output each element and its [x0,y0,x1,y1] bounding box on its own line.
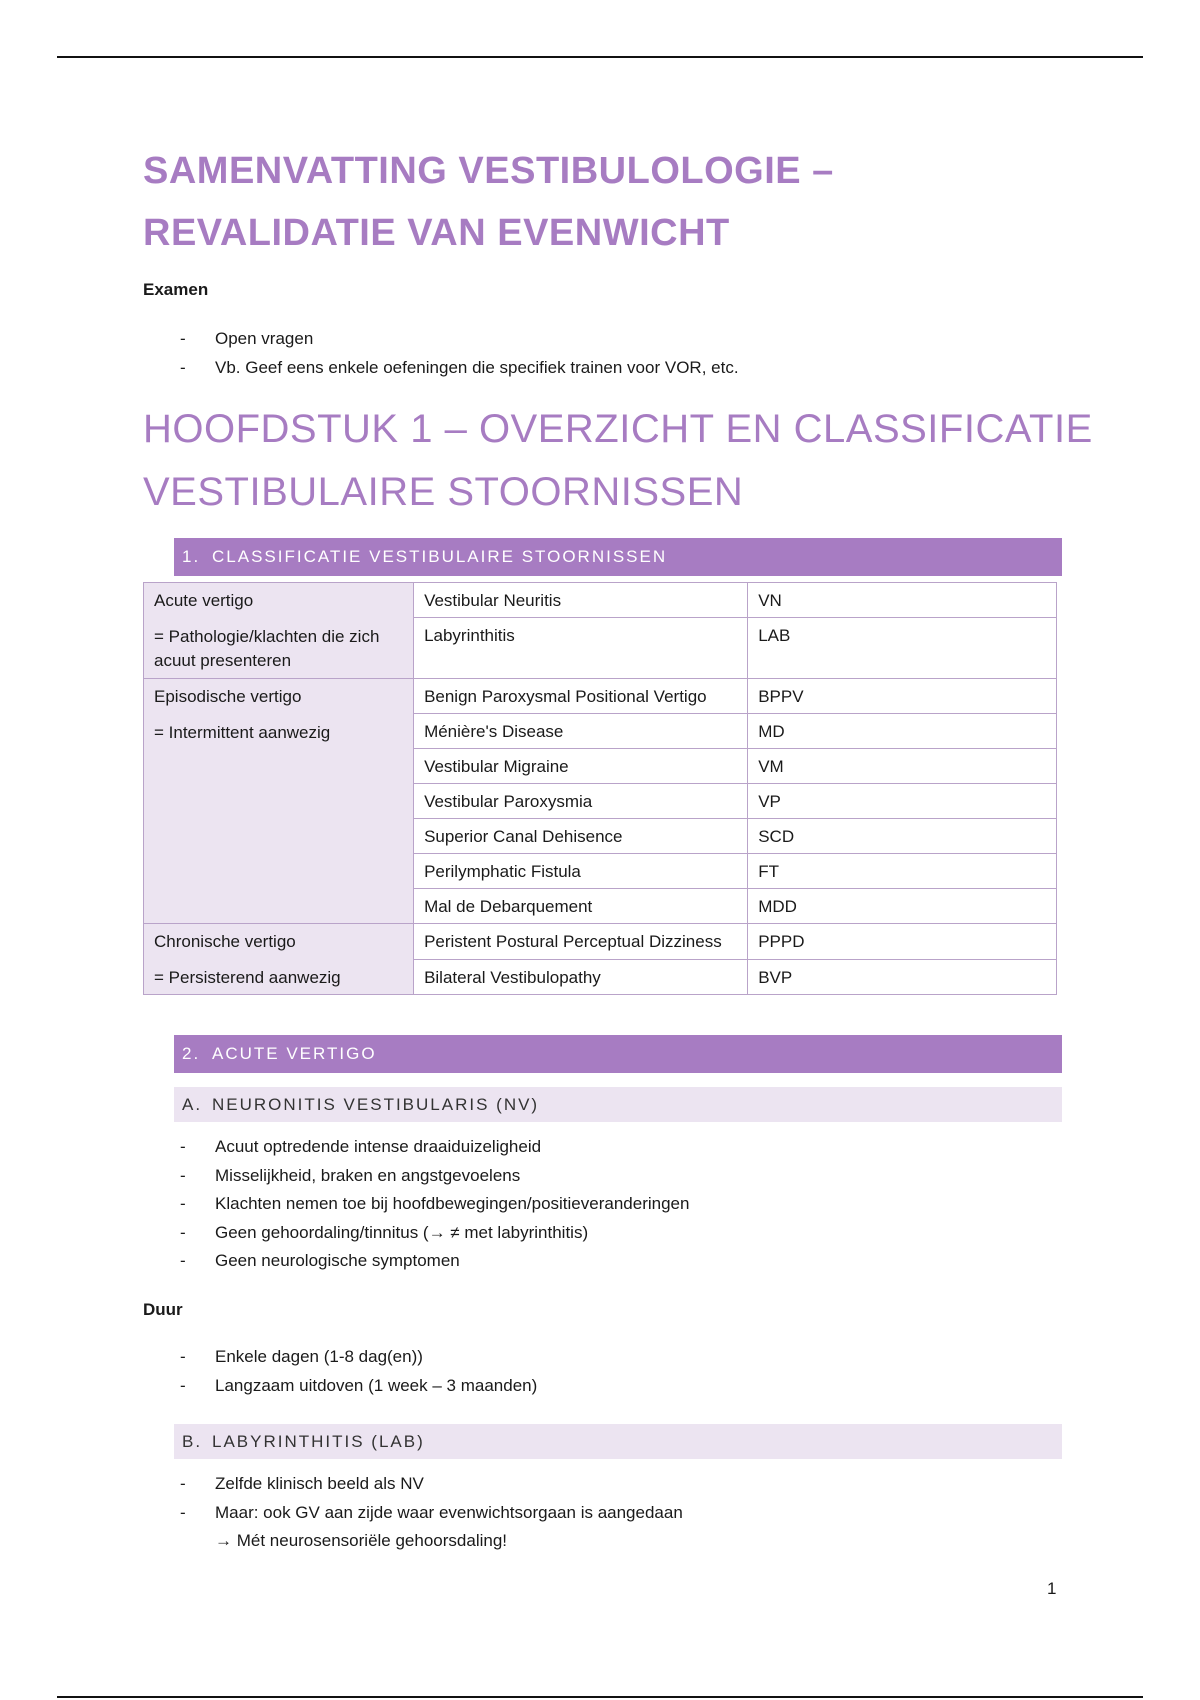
list-item: - Misselijkheid, braken en angstgevoelens [143,1162,689,1191]
document-title [143,140,834,264]
list-item: - Maar: ook GV aan zijde waar evenwichtsorgaan is aangedaan [143,1499,683,1528]
abbreviation-cell: SCD [748,819,1057,854]
section-number: 2. [182,1044,201,1063]
section-heading-acute-vertigo [174,1035,1062,1073]
disorder-cell: Vestibular Paroxysmia [414,784,748,819]
duur-list [143,1343,537,1400]
chapter-line-2: VESTIBULAIRE STOORNISSEN [143,470,744,514]
abbreviation-cell: LAB [748,618,1057,679]
exam-label: Examen [143,280,209,299]
category-description: = Intermittent aanwezig [154,723,331,742]
footer-rule [57,1696,1143,1698]
list-item: - Geen neurologische symptomen [143,1247,689,1276]
disorder-cell: Mal de Debarquement [414,889,748,924]
category-cell [144,679,414,924]
abbreviation-cell: MDD [748,889,1057,924]
abbreviation-cell: VN [748,583,1057,618]
chapter-title [143,398,1093,524]
lab-list [143,1470,683,1556]
page-number: 1 [1047,1579,1057,1598]
disorder-cell: Perilymphatic Fistula [414,854,748,889]
abbreviation-cell: BVP [748,959,1057,995]
list-item: - Geen gehoordaling/tinnitus (→ ≠ met labyrinthitis) [143,1219,689,1248]
section-title: ACUTE VERTIGO [212,1044,377,1063]
subsection-title: LABYRINTHITIS (LAB) [212,1432,425,1451]
category-name: Episodische vertigo [154,687,302,706]
category-name: Acute vertigo [154,591,254,610]
category-description: = Pathologie/klachten die zich acuut presenteren [154,627,380,670]
abbreviation-cell: PPPD [748,924,1057,960]
disorder-cell: Labyrinthitis [414,618,748,679]
disorder-cell: Vestibular Migraine [414,749,748,784]
abbreviation-cell: MD [748,714,1057,749]
disorder-cell: Bilateral Vestibulopathy [414,959,748,995]
category-cell [144,583,414,679]
list-item: - Vb. Geef eens enkele oefeningen die specifiek trainen voor VOR, etc. [143,354,739,383]
list-item: - Klachten nemen toe bij hoofdbewegingen/positieveranderingen [143,1190,689,1219]
classification-table [143,582,1057,995]
title-line-1: SAMENVATTING VESTIBULOLOGIE – [143,150,834,192]
disorder-cell: Ménière's Disease [414,714,748,749]
section-number: 1. [182,547,201,566]
title-line-2: REVALIDATIE VAN EVENWICHT [143,212,730,254]
subsection-number: B. [182,1432,203,1451]
list-item: - Enkele dagen (1-8 dag(en)) [143,1343,537,1372]
category-description: = Persisterend aanwezig [154,968,341,987]
subsection-number: A. [182,1095,203,1114]
header-rule [57,56,1143,58]
disorder-cell: Vestibular Neuritis [414,583,748,618]
table-row [144,583,1057,618]
subsection-heading-lab [174,1424,1062,1459]
section-heading-classification [174,538,1062,576]
category-name: Chronische vertigo [154,932,296,951]
exam-list [143,325,739,382]
abbreviation-cell: FT [748,854,1057,889]
duur-label: Duur [143,1300,183,1319]
list-item: - Acuut optredende intense draaiduizeligheid [143,1133,689,1162]
abbreviation-cell: VP [748,784,1057,819]
disorder-cell: Superior Canal Dehisence [414,819,748,854]
table-row [144,679,1057,714]
section-title: CLASSIFICATIE VESTIBULAIRE STOORNISSEN [212,547,668,566]
disorder-cell: Peristent Postural Perceptual Dizziness [414,924,748,960]
nv-symptom-list [143,1133,689,1276]
category-cell [144,924,414,995]
chapter-line-1: HOOFDSTUK 1 – OVERZICHT EN CLASSIFICATIE [143,407,1093,451]
abbreviation-cell: BPPV [748,679,1057,714]
list-item: - Open vragen [143,325,739,354]
continuation-text: → Mét neurosensoriële gehoorsdaling! [215,1531,508,1550]
subsection-heading-nv [174,1087,1062,1122]
list-item-continuation [143,1527,683,1556]
list-item: - Langzaam uitdoven (1 week – 3 maanden) [143,1372,537,1401]
disorder-cell: Benign Paroxysmal Positional Vertigo [414,679,748,714]
list-item: - Zelfde klinisch beeld als NV [143,1470,683,1499]
table-row [144,924,1057,960]
abbreviation-cell: VM [748,749,1057,784]
subsection-title: NEURONITIS VESTIBULARIS (NV) [212,1095,540,1114]
